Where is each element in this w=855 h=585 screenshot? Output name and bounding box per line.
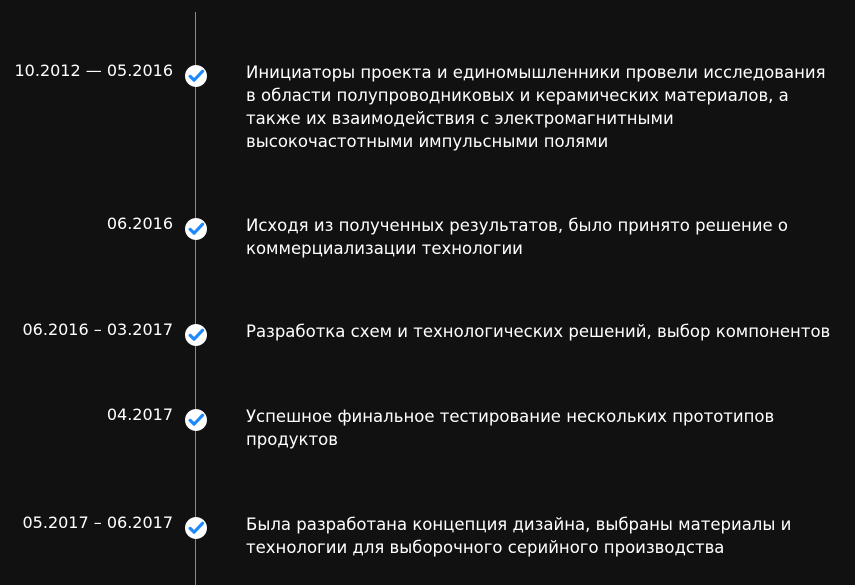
timeline-date: 04.2017 bbox=[106, 405, 173, 424]
checkmark-circle-icon bbox=[184, 217, 208, 241]
checkmark-circle-icon bbox=[184, 408, 208, 432]
timeline-description: Была разработана концепция дизайна, выбраны материалы и технологии для выборочного серийного производства bbox=[246, 515, 792, 557]
timeline-date: 06.2016 – 03.2017 bbox=[22, 320, 173, 339]
checkmark-circle-icon bbox=[184, 516, 208, 540]
timeline-description: Исходя из полученных результатов, было принято решение о коммерциализации технологии bbox=[246, 216, 788, 258]
timeline-date: 10.2012 — 05.2016 bbox=[14, 61, 173, 80]
timeline-description: Разработка схем и технологических решений, выбор компонентов bbox=[246, 322, 831, 341]
checkmark-circle-icon bbox=[184, 64, 208, 88]
timeline-description: Успешное финальное тестирование нескольких прототипов продуктов bbox=[246, 407, 775, 449]
timeline-date: 06.2016 bbox=[106, 214, 173, 233]
checkmark-circle-icon bbox=[184, 323, 208, 347]
timeline-description: Инициаторы проекта и единомышленники провели исследования в области полупроводниковых и керамических материалов, а также их взаимодействия с электромагнитными высокочастотными импульсными полями bbox=[246, 63, 826, 151]
timeline-date: 05.2017 – 06.2017 bbox=[22, 513, 173, 532]
timeline-line bbox=[195, 12, 196, 585]
